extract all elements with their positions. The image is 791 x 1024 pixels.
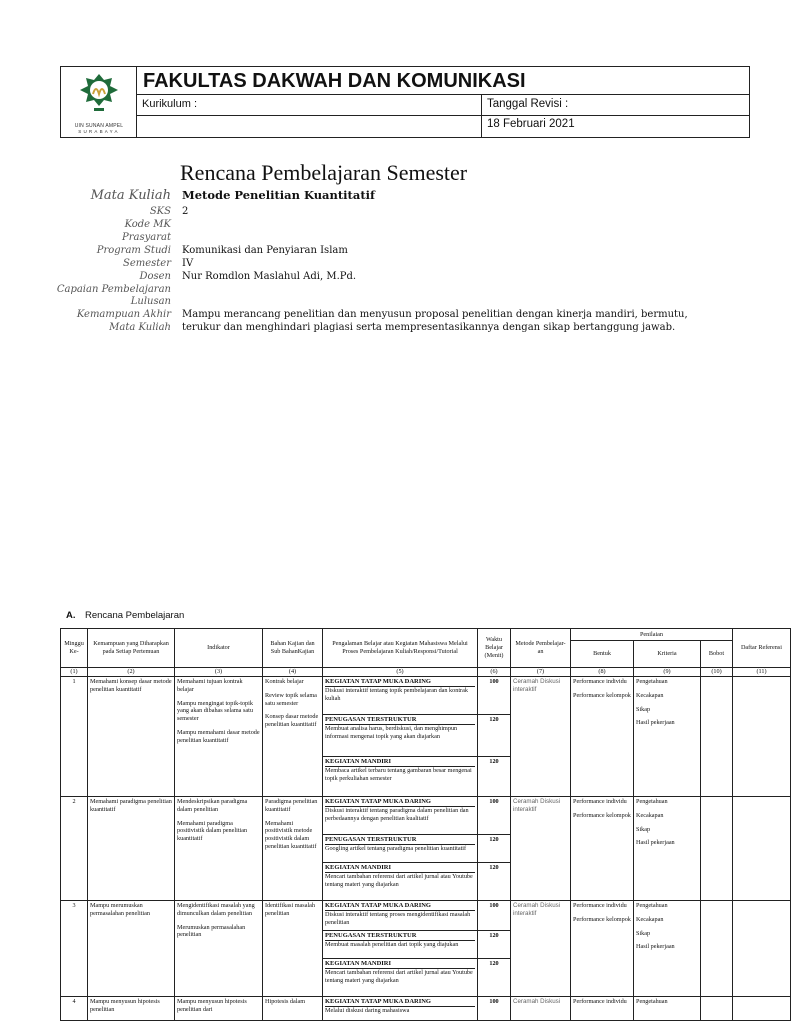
table-row [61, 677, 791, 715]
cell-waktu: 100 [478, 997, 511, 1021]
cell-referensi [733, 901, 791, 997]
section-title: Rencana Pembelajaran [85, 610, 185, 621]
kegiatan-text: Melalui diskusi daring mahasiswa [325, 1007, 410, 1015]
kriteria-item: Kecakapan [636, 915, 664, 923]
cell-kriteria [634, 797, 701, 901]
col-num: (6) [478, 668, 511, 677]
cell-kegiatan [323, 715, 478, 757]
cell-kriteria [634, 677, 701, 797]
bahan-item: Review topik selama satu semester [265, 691, 317, 707]
kegiatan-text: Googling artikel tentang paradigma penelitian kuantitatif [325, 845, 467, 853]
header-row-kurikulum [137, 95, 749, 116]
kegiatan-text: Diskusi interaktif tentang proses mengidentifikasi masalah penelitian [325, 911, 471, 926]
logo-cell [61, 67, 137, 137]
bentuk-item: Performance kelompok [573, 691, 631, 699]
kriteria-item: Pengetahuan [636, 678, 668, 685]
cell-kegiatan [323, 757, 478, 797]
cell-kegiatan [323, 835, 478, 863]
cell-bentuk [571, 997, 634, 1021]
cell-week: 1 [61, 677, 88, 797]
kegiatan-text: Membuat masalah penelitian dari topik yang diajukan [325, 941, 459, 949]
header-row-tanggal [137, 115, 749, 137]
mk-label: Mata Kuliah [90, 188, 171, 203]
kriteria-item: Pengetahuan [636, 798, 668, 805]
cell-waktu: 120 [478, 757, 511, 797]
cell-week: 3 [61, 901, 88, 997]
kriteria-item: Sikap [636, 705, 651, 713]
bahan-item: Identifikasi masalah penelitian [265, 902, 315, 917]
bahan-item: Paradigma penelitian kuantitatif [265, 798, 318, 813]
th-minggu: Minggu Ke- [61, 629, 88, 668]
prodi-value: Komunikasi dan Penyiaran Islam [182, 245, 348, 256]
bahan-item: Memahami positivistik metode positivistik dalam penelitian kuantitatif [265, 819, 317, 850]
cell-bahan [263, 797, 323, 901]
semester-label: Semester [122, 258, 171, 269]
indikator-item: Mampu memahami dasar metode penelitian kuantitatif [177, 728, 260, 744]
th-waktu: Waktu Belajar (Menit) [478, 629, 511, 668]
th-referensi: Daftar Referensi [733, 629, 791, 668]
cell-metode: Ceramah Diskusi interaktif [511, 901, 571, 997]
kurikulum-label: Kurikulum : [137, 95, 482, 115]
sks-label: SKS [149, 206, 171, 217]
cell-kriteria [634, 901, 701, 997]
kegiatan-title: KEGIATAN MANDIRI [325, 758, 475, 767]
cell-bahan [263, 901, 323, 997]
col-num: (11) [733, 668, 791, 677]
cell-bobot [701, 901, 733, 997]
dosen-label: Dosen [139, 271, 171, 282]
sks-value: 2 [182, 206, 189, 217]
cell-waktu: 100 [478, 901, 511, 931]
kriteria-item: Pengetahuan [636, 998, 668, 1005]
cell-bentuk [571, 797, 634, 901]
th-pengalaman: Pengalaman Belajar atau Kegiatan Mahasiswa Melalui Proses Pembelajaran Kuliah/Responsi/Tutorial [323, 629, 478, 668]
table-number-row [61, 668, 791, 677]
cell-indikator [175, 677, 263, 797]
kriteria-item: Hasil pekerjaan [636, 839, 675, 847]
cell-bahan [263, 997, 323, 1021]
indikator-item: Memahami paradigma positivistik dalam penelitian kuantitatif [177, 819, 248, 842]
cell-waktu: 120 [478, 835, 511, 863]
section-heading [66, 610, 184, 621]
bentuk-item: Performance individu [573, 902, 627, 909]
semester-value: IV [182, 258, 194, 269]
table-row [61, 797, 791, 835]
section-letter: A. [66, 610, 76, 621]
th-kriteria: Kriteria [634, 641, 701, 668]
prodi-label: Program Studi [96, 245, 171, 256]
bahan-item: Konsep dasar metode penelitian kuantitatif [265, 713, 319, 728]
col-num: (7) [511, 668, 571, 677]
kegiatan-title: KEGIATAN TATAP MUKA DARING [325, 678, 475, 687]
mk-value: Metode Penelitian Kuantitatif [182, 188, 375, 202]
kegiatan-title: PENUGASAN TERSTRUKTUR [325, 932, 475, 941]
col-num: (5) [323, 668, 478, 677]
indikator-item: Mengidentifikasi masalah yang dimunculkan dalam penelitian [177, 902, 255, 917]
cell-kegiatan [323, 901, 478, 931]
th-bentuk: Bentuk [571, 641, 634, 668]
page-title: Rencana Pembelajaran Semester [180, 160, 468, 185]
cell-waktu: 120 [478, 863, 511, 901]
indikator-item: Mampu mengingat topik-topik yang akan dibahas selama satu semester [177, 699, 253, 722]
bentuk-item: Performance individu [573, 678, 627, 685]
cell-bobot [701, 797, 733, 901]
header-box [60, 66, 750, 138]
bentuk-item: Performance kelompok [573, 915, 631, 923]
cell-metode: Ceramah Diskusi [511, 997, 571, 1021]
indikator-item: Mampu menyusun hipotesis penelitian dari [177, 998, 247, 1013]
cell-kegiatan [323, 863, 478, 901]
cell-metode: Ceramah Diskusi interaktif [511, 797, 571, 901]
cpl-label-2: Lulusan [130, 296, 171, 307]
bahan-item: Hipotesis dalam [265, 998, 306, 1005]
cell-waktu: 120 [478, 959, 511, 997]
col-num: (9) [634, 668, 701, 677]
cell-kegiatan [323, 997, 478, 1021]
col-num: (3) [175, 668, 263, 677]
col-num: (8) [571, 668, 634, 677]
table-row [61, 997, 791, 1021]
kam-label-1: Kemampuan Akhir [76, 309, 171, 320]
logo-text-city: SURABAYA [78, 129, 120, 134]
prasyarat-label: Prasyarat [122, 232, 171, 243]
kriteria-item: Hasil pekerjaan [636, 943, 675, 951]
tanggal-label: Tanggal Revisi : [487, 98, 569, 110]
cell-metode: Ceramah Diskusi interaktif [511, 677, 571, 797]
logo-text-name: UIN SUNAN AMPEL [74, 123, 124, 129]
cell-bobot [701, 677, 733, 797]
kam-value-2: terukur dan menghindari plagiasi serta mempresentasikannya dengan sikap bertanggung jawab. [182, 322, 676, 333]
kegiatan-text: Mencari tambahan referensi dari artikel jurnal atau Youtube tentang materi yang diajarkan [325, 969, 473, 984]
cell-bentuk [571, 901, 634, 997]
kegiatan-text: Diskusi interaktif tentang paradigma dalam penelitian dan perbedaannya dengan penelitian kualitatif [325, 807, 469, 822]
kurikulum-value [137, 115, 482, 137]
rencana-pembelajaran-table [60, 628, 791, 1021]
cell-referensi [733, 677, 791, 797]
kode-label: Kode MK [124, 219, 171, 230]
kegiatan-title: KEGIATAN TATAP MUKA DARING [325, 998, 475, 1007]
cell-indikator [175, 997, 263, 1021]
kriteria-item: Sikap [636, 825, 651, 833]
kriteria-item: Sikap [636, 929, 651, 937]
th-bobot: Bobot [701, 641, 733, 668]
bentuk-item: Performance kelompok [573, 811, 631, 819]
cell-waktu: 100 [478, 797, 511, 835]
cell-indikator [175, 901, 263, 997]
dosen-value: Nur Romdlon Maslahul Adi, M.Pd. [182, 271, 357, 282]
cell-kegiatan [323, 797, 478, 835]
kegiatan-text: Membuat analisa harus, berdiskusi, dan menghimpun informasi mengenai topik yang akan diajarkan [325, 725, 458, 740]
col-num: (10) [701, 668, 733, 677]
cell-week: 2 [61, 797, 88, 901]
kegiatan-title: PENUGASAN TERSTRUKTUR [325, 836, 475, 845]
bahan-item: Kontrak belajar [265, 678, 304, 685]
cell-kemampuan: Memahami paradigma penelitian kuantitatif [88, 797, 175, 901]
cell-indikator [175, 797, 263, 901]
cell-bahan [263, 677, 323, 797]
kriteria-item: Kecakapan [636, 691, 664, 699]
kegiatan-text: Diskusi interaktif tentang topik pembelajaran dan kontrak kuliah [325, 687, 468, 702]
kegiatan-title: KEGIATAN TATAP MUKA DARING [325, 798, 475, 807]
faculty-title: FAKULTAS DAKWAH DAN KOMUNIKASI [137, 67, 749, 95]
th-penilaian: Penilaian [571, 629, 733, 641]
table-row [61, 901, 791, 931]
indikator-item: Merumuskan permasalahan penelitian [177, 923, 246, 939]
col-num: (1) [61, 668, 88, 677]
col-num: (4) [263, 668, 323, 677]
tanggal-value: 18 Februari 2021 [487, 118, 575, 130]
university-logo-icon [68, 72, 130, 122]
cell-bobot [701, 997, 733, 1021]
th-indikator: Indikator [175, 629, 263, 668]
kegiatan-title: KEGIATAN MANDIRI [325, 960, 475, 969]
cell-kemampuan: Mampu merumuskan permasalahan penelitian [88, 901, 175, 997]
th-kemampuan: Kemampuan yang Diharapkan pada Setiap Pertemuan [88, 629, 175, 668]
cell-kegiatan [323, 931, 478, 959]
cell-week: 4 [61, 997, 88, 1021]
kegiatan-title: KEGIATAN TATAP MUKA DARING [325, 902, 475, 911]
kam-value-1: Mampu merancang penelitian dan menyusun proposal penelitian dengan kinerja mandiri, bermutu, [182, 309, 688, 320]
bentuk-item: Performance individu [573, 798, 627, 805]
kegiatan-title: PENUGASAN TERSTRUKTUR [325, 716, 475, 725]
cell-kemampuan: Memahami konsep dasar metode penelitian kuantitatif [88, 677, 175, 797]
cell-waktu: 120 [478, 931, 511, 959]
cell-waktu: 100 [478, 677, 511, 715]
cell-referensi [733, 797, 791, 901]
cell-bentuk [571, 677, 634, 797]
cell-waktu: 120 [478, 715, 511, 757]
indikator-item: Memahami tujuan kontrak belajar [177, 678, 243, 693]
col-num: (2) [88, 668, 175, 677]
bentuk-item: Performance individu [573, 998, 627, 1005]
cpl-label-1: Capaian Pembelajaran [56, 284, 171, 295]
cell-kemampuan: Mampu menyusun hipotesis penelitian [88, 997, 175, 1021]
kriteria-item: Hasil pekerjaan [636, 719, 675, 727]
kam-label-2: Mata Kuliah [109, 322, 171, 333]
cell-kegiatan [323, 677, 478, 715]
th-metode: Metode Pembelajar-an [511, 629, 571, 668]
indikator-item: Mendeskripsikan paradigma dalam penelitian [177, 798, 248, 813]
cell-kriteria [634, 997, 701, 1021]
cell-referensi [733, 997, 791, 1021]
kriteria-item: Pengetahuan [636, 902, 668, 909]
kriteria-item: Kecakapan [636, 811, 664, 819]
kegiatan-text: Mencari tambahan referensi dari artikel jurnal atau Youtube tentang materi yang diajarkan [325, 873, 473, 888]
kegiatan-title: KEGIATAN MANDIRI [325, 864, 475, 873]
kegiatan-text: Membaca artikel terbaru tentang gambaran besar mengenai topik perkuliahan semester [325, 767, 472, 782]
table-header-row [61, 629, 791, 641]
th-bahan: Bahan Kajian dan Sub BahanKajian [263, 629, 323, 668]
cell-kegiatan [323, 959, 478, 997]
